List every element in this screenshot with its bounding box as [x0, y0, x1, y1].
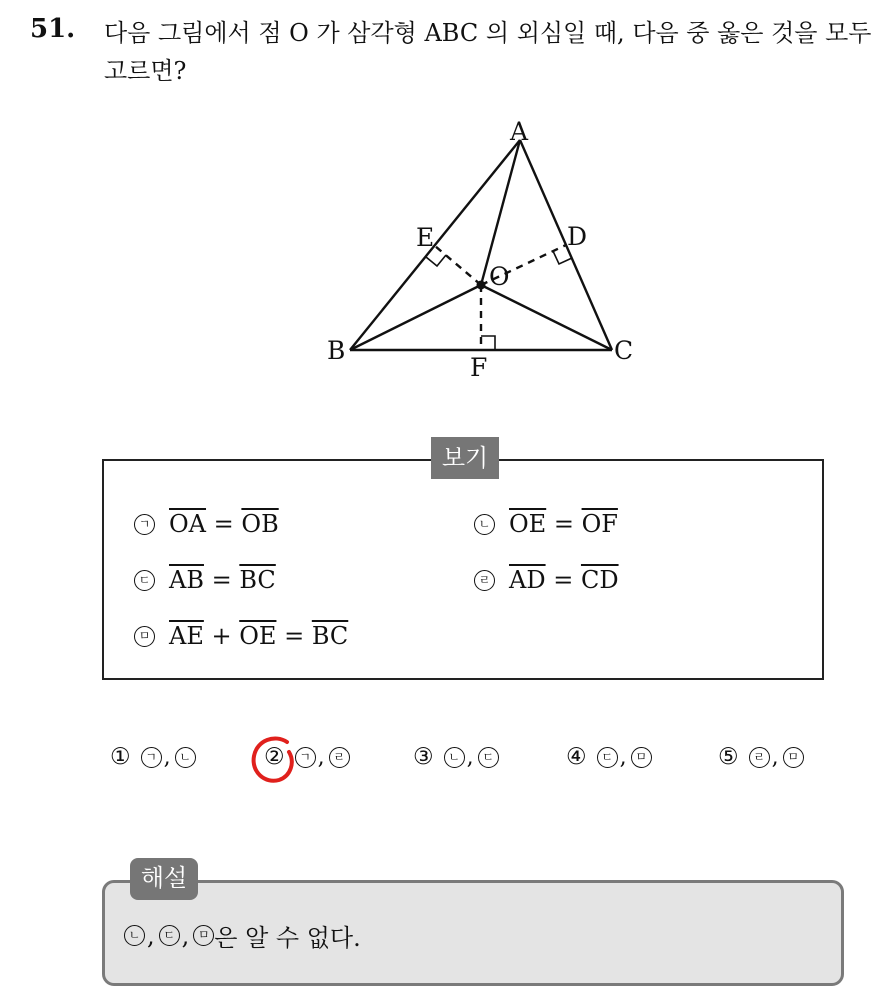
right-angle-f: [481, 336, 495, 350]
choice-3[interactable]: [413, 744, 499, 770]
side-ab: [350, 140, 520, 350]
label-e: E: [416, 223, 435, 252]
choice-marker: ㄱ: [295, 747, 316, 768]
answer-circle-mark: [245, 732, 305, 792]
statement-4: [474, 566, 619, 594]
segment-mid: $\overline{OE}$: [239, 622, 277, 650]
statement-marker: ㄹ: [474, 570, 495, 591]
segment-oe: [435, 246, 481, 285]
choice-number: ③: [413, 744, 434, 770]
statement-marker: ㅁ: [134, 626, 155, 647]
choice-marker: ㄷ: [597, 747, 618, 768]
choice-number: ①: [110, 744, 131, 770]
question-number: 51.: [30, 14, 76, 44]
choice-marker: ㄷ: [478, 747, 499, 768]
segment-rhs: $\overline{BC}$: [311, 622, 349, 650]
equals-sign: =: [545, 566, 581, 594]
segment-ob: [350, 285, 481, 350]
comma: ,: [181, 921, 190, 950]
label-d: D: [567, 222, 588, 251]
explanation-marker: ㄴ: [124, 925, 145, 946]
statement-2: [474, 510, 618, 538]
segment-lhs: $\overline{AD}$: [509, 566, 546, 594]
equals-sign: =: [276, 622, 312, 650]
explanation-marker: ㅁ: [193, 925, 214, 946]
equals-sign: =: [203, 566, 240, 594]
segment-oc: [481, 285, 612, 350]
segment-lhs: $\overline{OA}$: [169, 510, 207, 538]
explanation-title: 해설: [130, 858, 198, 900]
choice-number: ②: [264, 744, 285, 770]
comma: ,: [147, 921, 155, 950]
segment-rhs: $\overline{OF}$: [581, 510, 618, 538]
plus-sign: +: [203, 622, 240, 650]
label-f: F: [470, 353, 488, 382]
equals-sign: =: [546, 510, 582, 538]
choice-marker: ㄹ: [329, 747, 350, 768]
right-angle-e: [426, 255, 446, 266]
statement-marker: ㄴ: [474, 514, 495, 535]
choice-marker: ㄱ: [141, 747, 162, 768]
comma: ,: [163, 744, 171, 770]
statement-marker: ㄱ: [134, 514, 155, 535]
segment-lhs: $\overline{AE}$: [169, 622, 204, 650]
statement-1: [134, 510, 279, 538]
choice-5[interactable]: [718, 744, 804, 770]
choice-marker: ㄴ: [444, 747, 465, 768]
comma: ,: [317, 744, 325, 770]
statement-5: [134, 622, 348, 650]
label-a: A: [510, 117, 529, 146]
triangle-figure: [300, 110, 660, 400]
label-c: C: [614, 336, 634, 365]
answer-circle-stroke: [254, 738, 292, 780]
choice-marker: ㅁ: [783, 747, 804, 768]
statement-3: [134, 566, 276, 594]
segment-rhs: $\overline{BC}$: [239, 566, 276, 594]
statement-marker: ㄷ: [134, 570, 155, 591]
segment-rhs: $\overline{CD}$: [580, 566, 619, 594]
choice-number: ⑤: [718, 744, 739, 770]
comma: ,: [619, 744, 627, 770]
choice-4[interactable]: [566, 744, 652, 770]
choice-marker: ㄴ: [175, 747, 196, 768]
segment-lhs: $\overline{AB}$: [169, 566, 204, 594]
comma: ,: [771, 744, 779, 770]
explanation-text: [124, 918, 361, 953]
segment-lhs: $\overline{OE}$: [509, 510, 547, 538]
label-o: O: [489, 262, 510, 291]
point-o: [477, 281, 486, 290]
equals-sign: =: [206, 510, 242, 538]
explanation-body: 은 알 수 없다.: [214, 924, 361, 952]
choice-marker: ㄹ: [749, 747, 770, 768]
segment-rhs: $\overline{OB}$: [241, 510, 279, 538]
choice-1[interactable]: [110, 744, 196, 770]
bogi-title: 보기: [431, 437, 499, 479]
choice-marker: ㅁ: [631, 747, 652, 768]
choice-number: ④: [566, 744, 587, 770]
comma: ,: [466, 744, 474, 770]
question-text: 다음 그림에서 점 O 가 삼각형 ABC 의 외심일 때, 다음 중 옳은 것을 모두 고르면?: [104, 19, 872, 85]
label-b: B: [327, 336, 346, 365]
explanation-marker: ㄷ: [159, 925, 180, 946]
